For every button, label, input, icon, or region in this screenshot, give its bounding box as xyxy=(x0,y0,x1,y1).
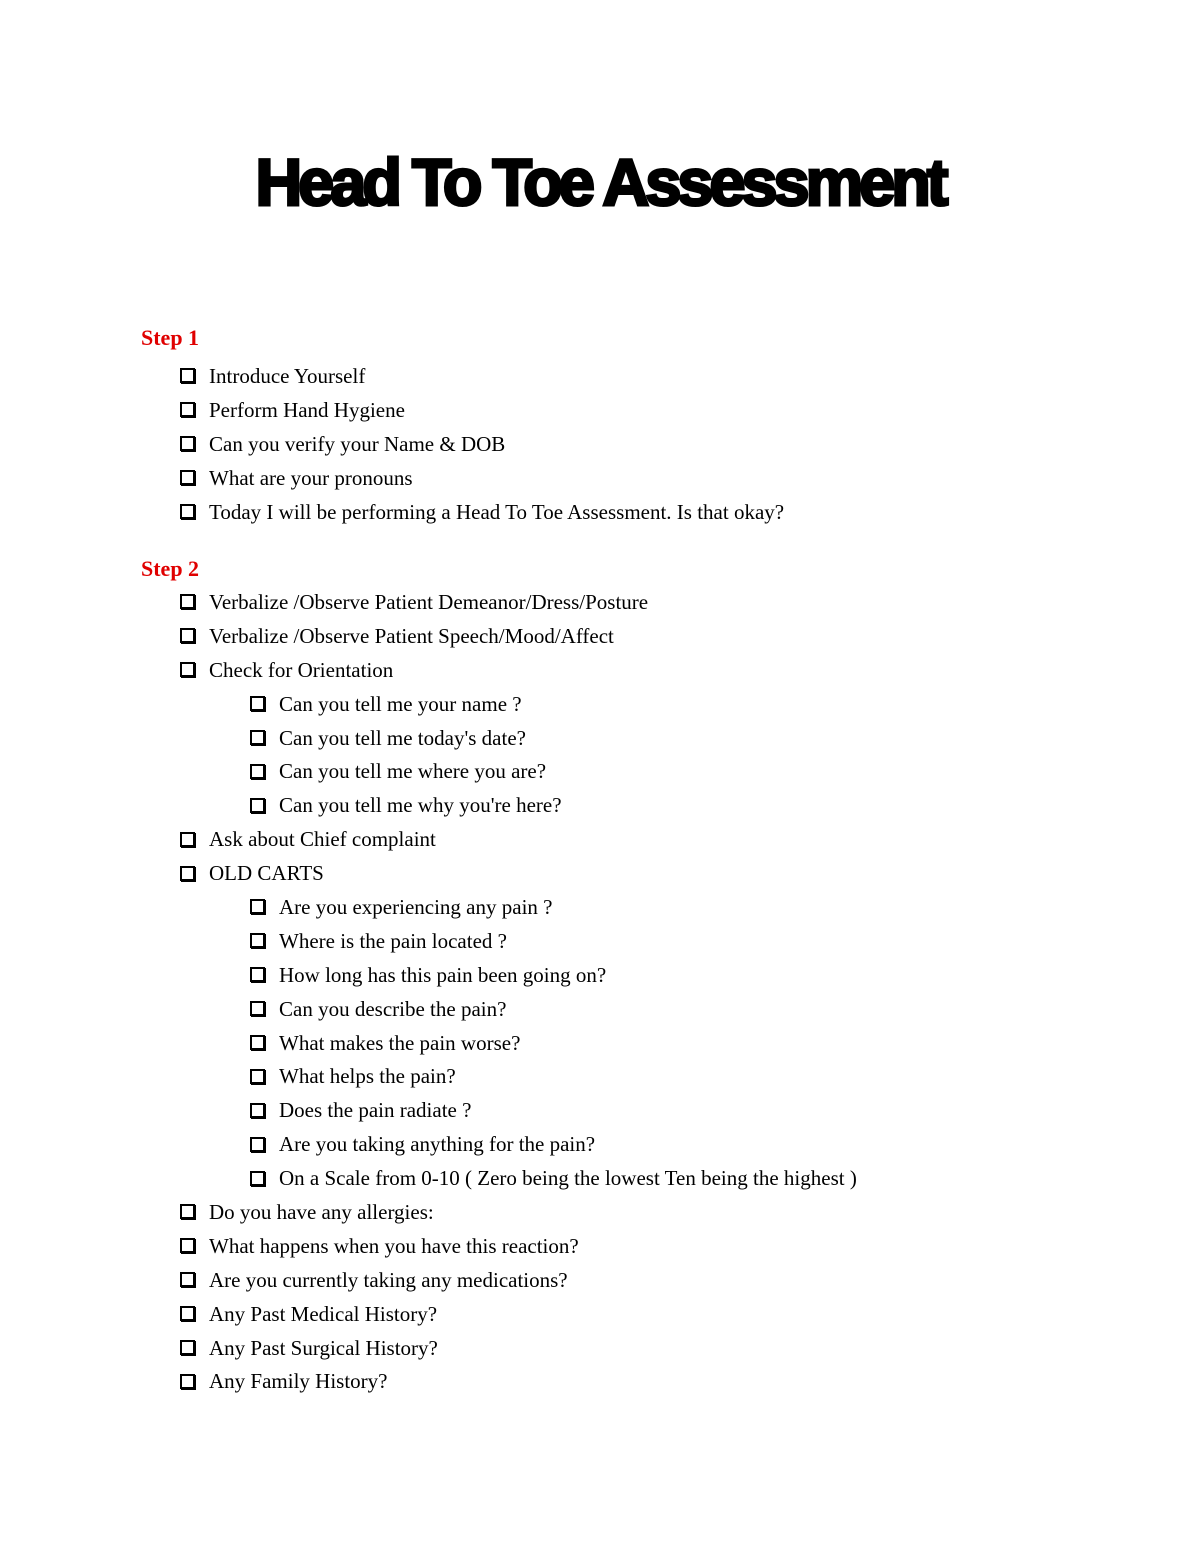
checkbox-icon[interactable] xyxy=(250,967,265,982)
checkbox-icon[interactable] xyxy=(180,504,195,519)
checklist-subitem xyxy=(0,1026,1200,1060)
checklist-item xyxy=(0,1364,1200,1398)
checklist-subitem xyxy=(0,1161,1200,1195)
checkbox-icon[interactable] xyxy=(250,899,265,914)
checklist-item-label: Any Past Surgical History? xyxy=(209,1335,438,1360)
checklist-subitem xyxy=(0,1059,1200,1093)
checklist-item-label: What helps the pain? xyxy=(279,1064,456,1089)
checklist-subitem xyxy=(0,721,1200,755)
checklist-item xyxy=(0,393,1200,427)
checklist-item xyxy=(0,1263,1200,1297)
checklist-item-label: Can you tell me your name ? xyxy=(279,691,522,716)
checklist-item xyxy=(0,822,1200,856)
checklist-item-label: Any Family History? xyxy=(209,1369,388,1394)
step-2-checklist xyxy=(0,585,1200,1398)
checklist-item xyxy=(0,359,1200,393)
step-1-heading: Step 1 xyxy=(141,325,200,350)
checklist-subitem xyxy=(0,1093,1200,1127)
checkbox-icon[interactable] xyxy=(180,1306,195,1321)
checkbox-icon[interactable] xyxy=(180,594,195,609)
checklist-item-label: Can you tell me where you are? xyxy=(279,759,547,784)
checklist-item xyxy=(0,461,1200,495)
checkbox-icon[interactable] xyxy=(250,1001,265,1016)
checklist-item-label: Today I will be performing a Head To Toe Assessment. Is that okay? xyxy=(209,499,785,524)
checklist-item-label: What are your pronouns xyxy=(209,465,413,490)
checkbox-icon[interactable] xyxy=(180,470,195,485)
step-2-heading: Step 2 xyxy=(141,556,200,581)
checkbox-icon[interactable] xyxy=(250,933,265,948)
checklist-item-label: Verbalize /Observe Patient Speech/Mood/Affect xyxy=(209,623,614,648)
checklist-item-label: Ask about Chief complaint xyxy=(209,827,436,852)
checklist-item-label: Do you have any allergies: xyxy=(209,1199,434,1224)
checklist-item-label: OLD CARTS xyxy=(209,861,324,886)
checklist-item-label: Can you describe the pain? xyxy=(279,996,507,1021)
checklist-item-label: Can you tell me why you're here? xyxy=(279,793,562,818)
checklist-item xyxy=(0,1195,1200,1229)
checklist-item xyxy=(0,585,1200,619)
checklist-item xyxy=(0,495,1200,529)
checkbox-icon[interactable] xyxy=(250,1103,265,1118)
checkbox-icon[interactable] xyxy=(250,1137,265,1152)
checklist-item-label: Can you verify your Name & DOB xyxy=(209,431,506,456)
checkbox-icon[interactable] xyxy=(180,368,195,383)
checklist-subitem xyxy=(0,754,1200,788)
checkbox-icon[interactable] xyxy=(180,832,195,847)
checklist-item-label: How long has this pain been going on? xyxy=(279,962,607,987)
checklist-item-label: Check for Orientation xyxy=(209,657,394,682)
checklist-item-label: What makes the pain worse? xyxy=(279,1030,521,1055)
checklist-item-label: Does the pain radiate ? xyxy=(279,1098,472,1123)
checkbox-icon[interactable] xyxy=(250,1035,265,1050)
checkbox-icon[interactable] xyxy=(180,628,195,643)
checkbox-icon[interactable] xyxy=(250,1069,265,1084)
checklist-item xyxy=(0,653,1200,687)
checklist-item-label: Verbalize /Observe Patient Demeanor/Dress/Posture xyxy=(209,589,649,614)
checkbox-icon[interactable] xyxy=(180,1238,195,1253)
checklist-item xyxy=(0,619,1200,653)
checkbox-icon[interactable] xyxy=(180,1340,195,1355)
checklist-subitem xyxy=(0,1127,1200,1161)
checkbox-icon[interactable] xyxy=(250,730,265,745)
checklist-item xyxy=(0,1229,1200,1263)
checklist-subitem xyxy=(0,992,1200,1026)
checklist-subitem xyxy=(0,924,1200,958)
checklist-subitem xyxy=(0,788,1200,822)
checkbox-icon[interactable] xyxy=(180,662,195,677)
checklist-subitem xyxy=(0,687,1200,721)
checklist-item-label: Perform Hand Hygiene xyxy=(209,397,405,422)
checklist-subitem xyxy=(0,958,1200,992)
checklist-item-label: What happens when you have this reaction? xyxy=(209,1233,579,1258)
checkbox-icon[interactable] xyxy=(180,1204,195,1219)
checkbox-icon[interactable] xyxy=(180,402,195,417)
checklist-item-label: Are you currently taking any medications? xyxy=(209,1267,568,1292)
checklist-item-label: Any Past Medical History? xyxy=(209,1301,438,1326)
checklist-item-label: Are you experiencing any pain ? xyxy=(279,894,553,919)
checklist-item xyxy=(0,427,1200,461)
checklist-item-label: On a Scale from 0-10 ( Zero being the lowest Ten being the highest ) xyxy=(279,1166,857,1191)
checkbox-icon[interactable] xyxy=(250,798,265,813)
checklist-item xyxy=(0,856,1200,890)
checkbox-icon[interactable] xyxy=(180,436,195,451)
checkbox-icon[interactable] xyxy=(250,696,265,711)
checkbox-icon[interactable] xyxy=(250,764,265,779)
checklist-item xyxy=(0,1297,1200,1331)
checklist-item xyxy=(0,1331,1200,1365)
checkbox-icon[interactable] xyxy=(180,1374,195,1389)
checkbox-icon[interactable] xyxy=(250,1171,265,1186)
checklist-subitem xyxy=(0,890,1200,924)
document-title: Head To Toe Assessment xyxy=(255,145,945,219)
step-1-checklist xyxy=(0,359,1200,528)
checkbox-icon[interactable] xyxy=(180,866,195,881)
checklist-item-label: Can you tell me today's date? xyxy=(279,725,526,750)
checklist-item-label: Introduce Yourself xyxy=(209,363,366,388)
checklist-item-label: Are you taking anything for the pain? xyxy=(279,1132,596,1157)
checklist-item-label: Where is the pain located ? xyxy=(279,928,507,953)
checkbox-icon[interactable] xyxy=(180,1272,195,1287)
